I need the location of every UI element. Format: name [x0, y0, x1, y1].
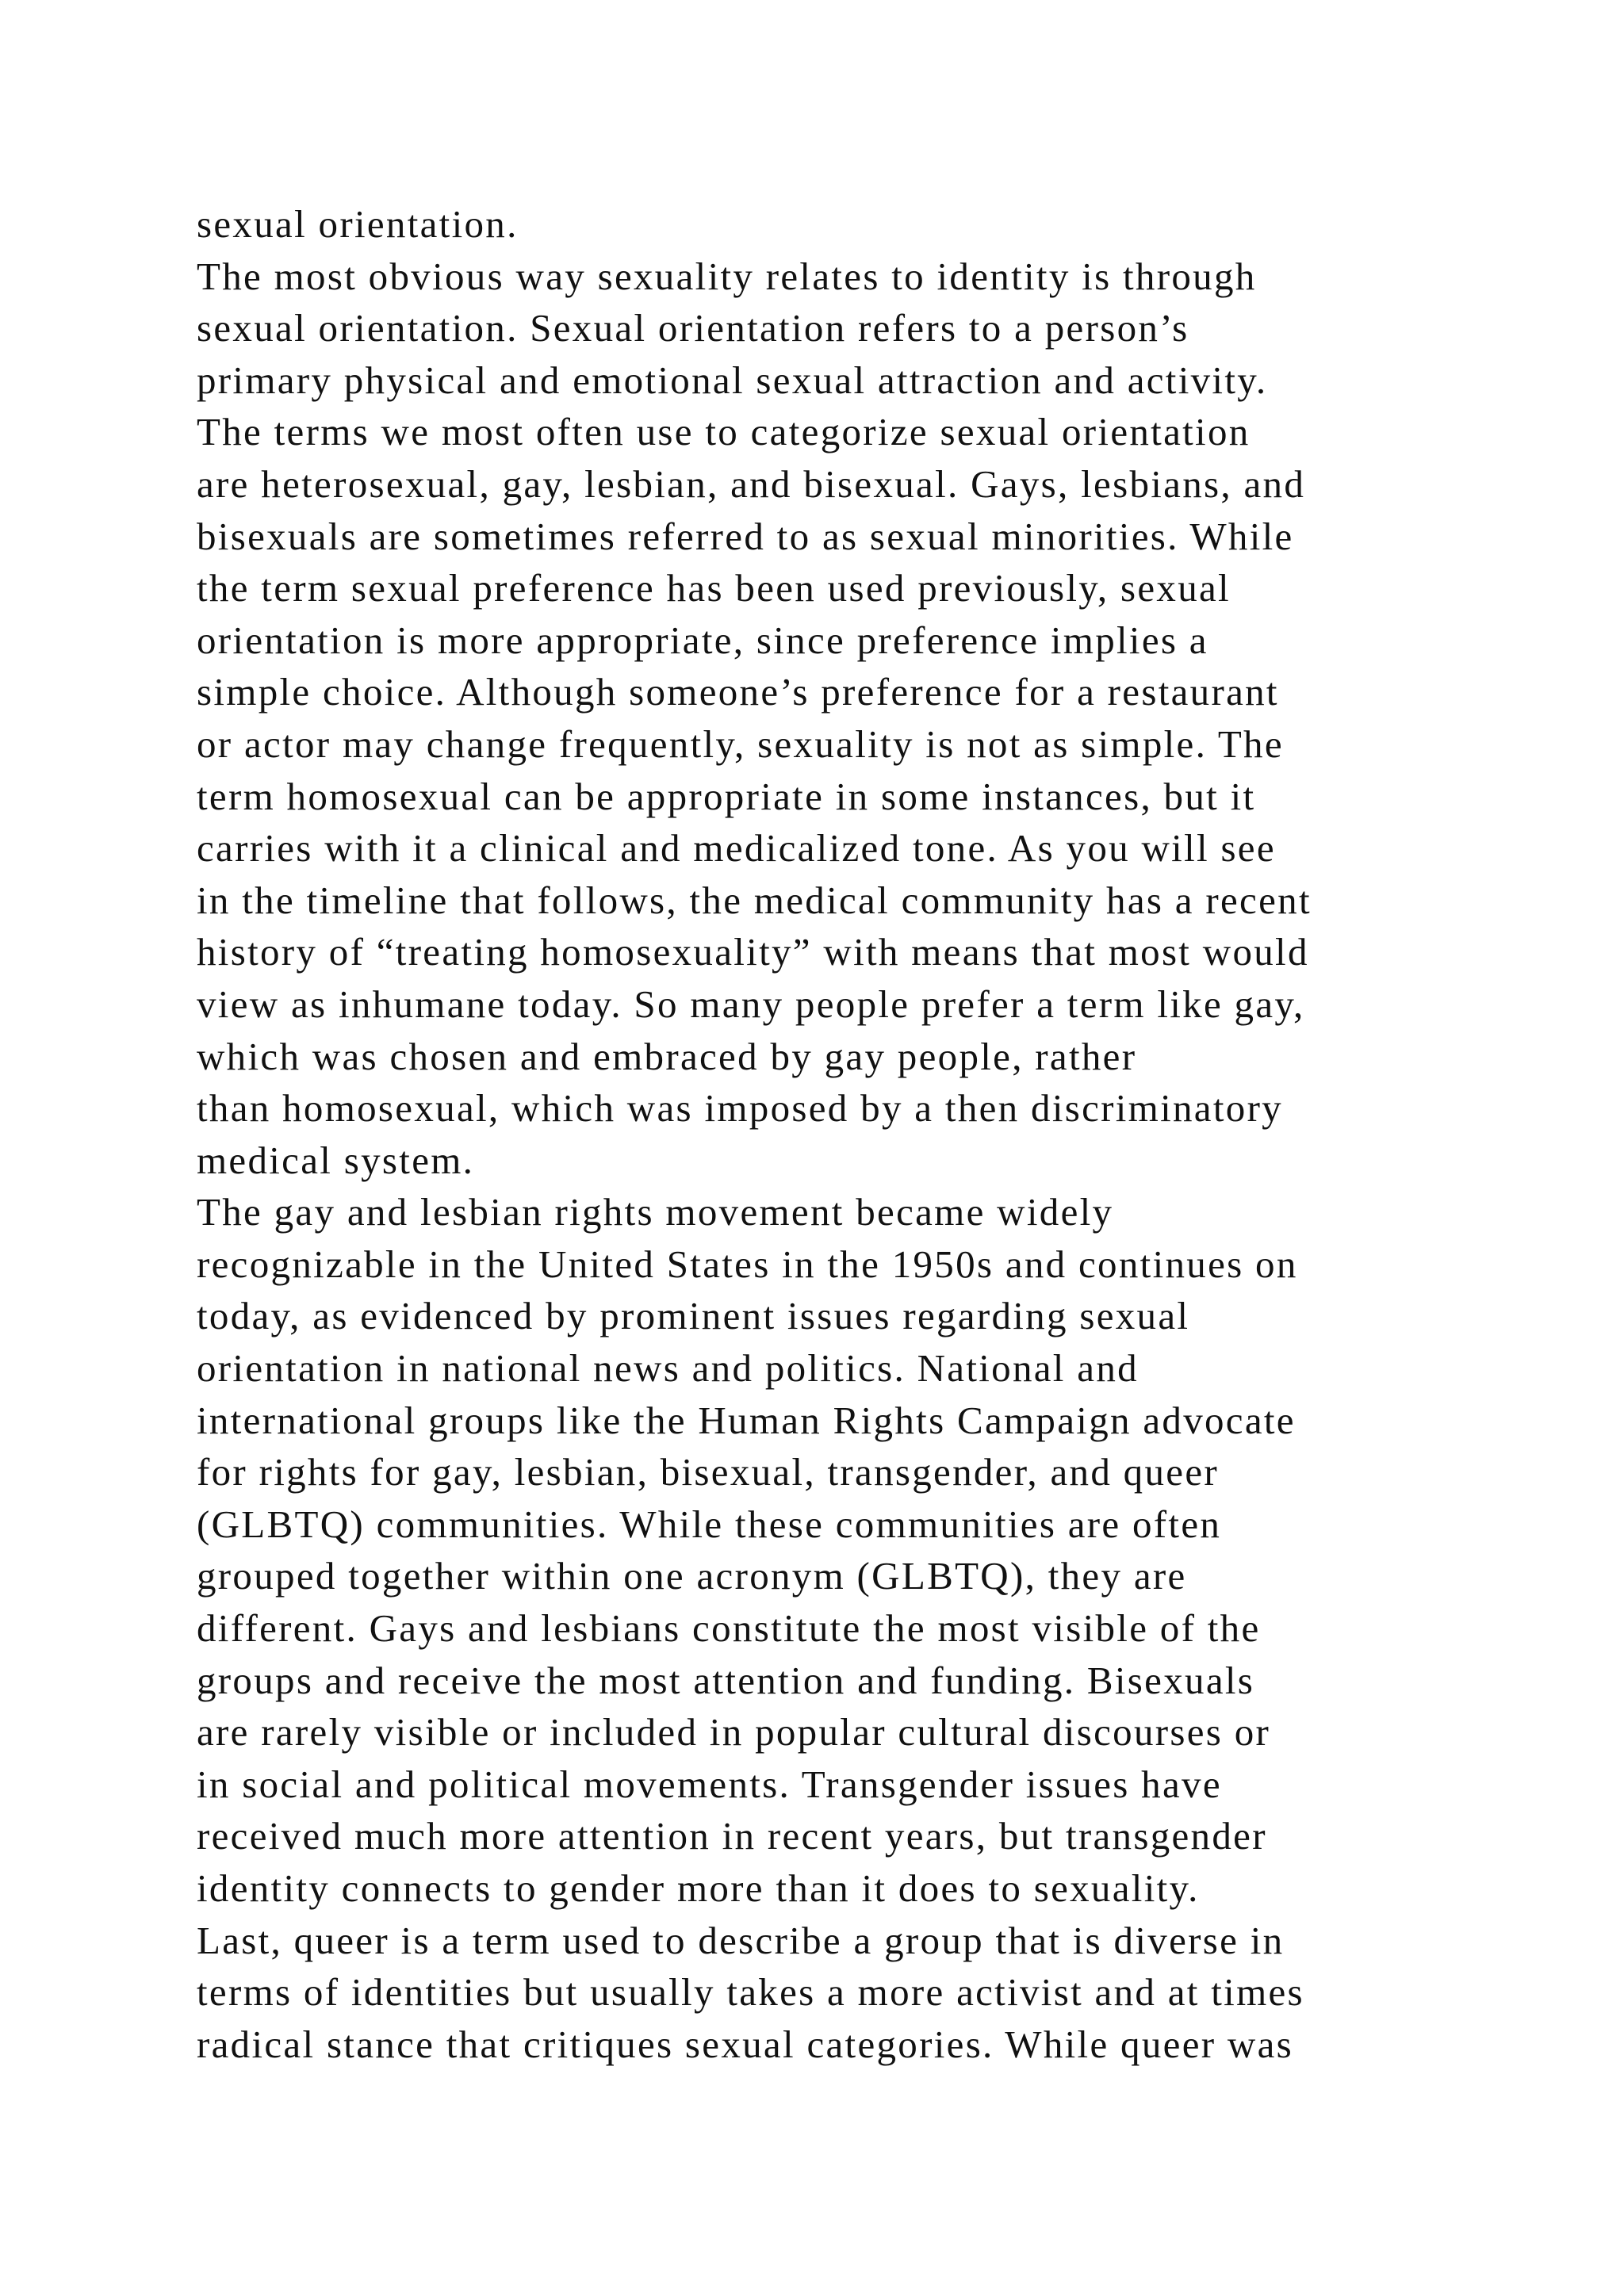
text-line: are rarely visible or included in popular cultural discourses or: [197, 1710, 1271, 1755]
text-line: which was chosen and embraced by gay people, rather: [197, 1034, 1137, 1078]
text-line: carries with it a clinical and medicalized tone. As you will see: [197, 826, 1276, 871]
text-line: than homosexual, which was imposed by a then discriminatory: [197, 1086, 1283, 1131]
text-line: in the timeline that follows, the medical community has a recent: [197, 878, 1312, 922]
text-line: radical stance that critiques sexual categories. While queer was: [197, 2022, 1294, 2066]
text-line: grouped together within one acronym (GLBTQ), they are: [197, 1554, 1187, 1598]
text-line: Last, queer is a term used to describe a group that is diverse in: [197, 1918, 1285, 1962]
text-line: history of “treating homosexuality” with means that most would: [197, 930, 1309, 974]
text-line: term homosexual can be appropriate in some instances, but it: [197, 774, 1256, 818]
text-line: bisexuals are sometimes referred to as sexual minorities. While: [197, 514, 1294, 558]
text-line: today, as evidenced by prominent issues regarding sexual: [197, 1294, 1190, 1338]
text-line: different. Gays and lesbians constitute the most visible of the: [197, 1606, 1261, 1651]
text-line: primary physical and emotional sexual attraction and activity.: [197, 358, 1268, 402]
text-line: or actor may change frequently, sexuality is not as simple. The: [197, 721, 1284, 766]
text-line: sexual orientation.: [197, 202, 519, 246]
text-line: recognizable in the United States in the 1950s and continues on: [197, 1242, 1298, 1286]
text-line: for rights for gay, lesbian, bisexual, transgender, and queer: [197, 1450, 1219, 1494]
text-line: The terms we most often use to categorize sexual orientation: [197, 410, 1251, 454]
text-line: orientation is more appropriate, since preference implies a: [197, 618, 1208, 662]
text-line: view as inhumane today. So many people prefer a term like gay,: [197, 982, 1305, 1026]
text-line: are heterosexual, gay, lesbian, and bisexual. Gays, lesbians, and: [197, 461, 1306, 506]
text-line: international groups like the Human Rights Campaign advocate: [197, 1398, 1296, 1442]
text-line: the term sexual preference has been used previously, sexual: [197, 566, 1231, 610]
text-line: (GLBTQ) communities. While these communities are often: [197, 1502, 1222, 1546]
text-line: The gay and lesbian rights movement became widely: [197, 1190, 1114, 1234]
text-line: in social and political movements. Transgender issues have: [197, 1762, 1222, 1806]
text-line: identity connects to gender more than it does to sexuality.: [197, 1866, 1200, 1910]
text-line: received much more attention in recent years, but transgender: [197, 1814, 1267, 1858]
body-text: [197, 198, 1513, 2070]
text-line: medical system.: [197, 1138, 475, 1182]
text-line: The most obvious way sexuality relates to identity is through: [197, 254, 1257, 298]
text-line: terms of identities but usually takes a more activist and at times: [197, 1970, 1304, 2015]
text-line: groups and receive the most attention and funding. Bisexuals: [197, 1658, 1255, 1702]
text-line: orientation in national news and politics. National and: [197, 1346, 1139, 1391]
text-line: simple choice. Although someone’s preference for a restaurant: [197, 670, 1279, 714]
text-line: sexual orientation. Sexual orientation refers to a person’s: [197, 306, 1189, 350]
